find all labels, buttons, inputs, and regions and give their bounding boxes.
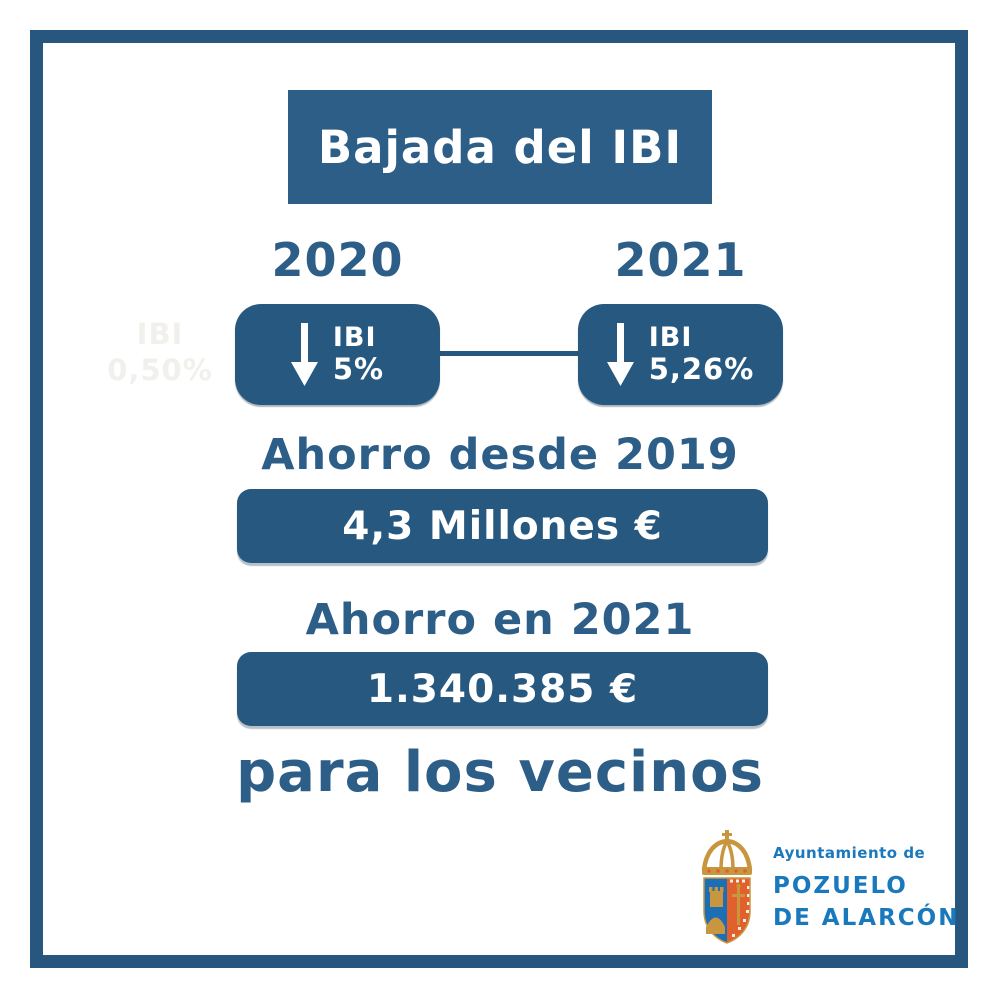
savings-2021-value: 1.340.385 €: [366, 666, 639, 712]
logo-line-de-alarcon: DE ALARCÓN: [773, 905, 960, 932]
ibi-label: IBI: [332, 321, 377, 353]
savings-2021-heading: Ahorro en 2021: [305, 595, 695, 645]
down-arrow-icon: [291, 323, 318, 386]
connector-line: [438, 351, 580, 356]
ibi-card-2020: [235, 304, 440, 405]
city-logo-text: [773, 830, 959, 934]
ibi-value-2021: 5,26%: [648, 351, 755, 386]
page-title: Bajada del IBI: [317, 120, 683, 174]
footer-tagline: para los vecinos: [236, 740, 764, 805]
ibi-value-2020: 5%: [332, 351, 385, 386]
savings-since-value: 4,3 Millones €: [342, 503, 663, 549]
logo-line-pozuelo: POZUELO: [773, 873, 908, 899]
ibi-card-2020-text: [333, 323, 384, 386]
city-logo: [696, 830, 959, 945]
title-banner: [288, 90, 712, 204]
coat-of-arms-icon: [696, 830, 758, 945]
ibi-card-2021: [578, 304, 783, 405]
savings-2021-box: [237, 652, 768, 726]
watermark-line2: 0,50%: [107, 353, 213, 388]
down-arrow-icon: [607, 323, 634, 386]
year-label-2021: 2021: [614, 233, 747, 287]
watermark-line1: IBI: [136, 317, 184, 351]
year-label-2020: 2020: [271, 233, 404, 287]
savings-since-box: [237, 489, 768, 563]
savings-since-heading: Ahorro desde 2019: [261, 430, 739, 480]
ibi-card-2021-text: [649, 323, 755, 386]
ibi-label: IBI: [648, 321, 693, 353]
watermark-ibi-050: [95, 316, 225, 389]
logo-line-ayuntamiento: Ayuntamiento de: [773, 844, 926, 862]
